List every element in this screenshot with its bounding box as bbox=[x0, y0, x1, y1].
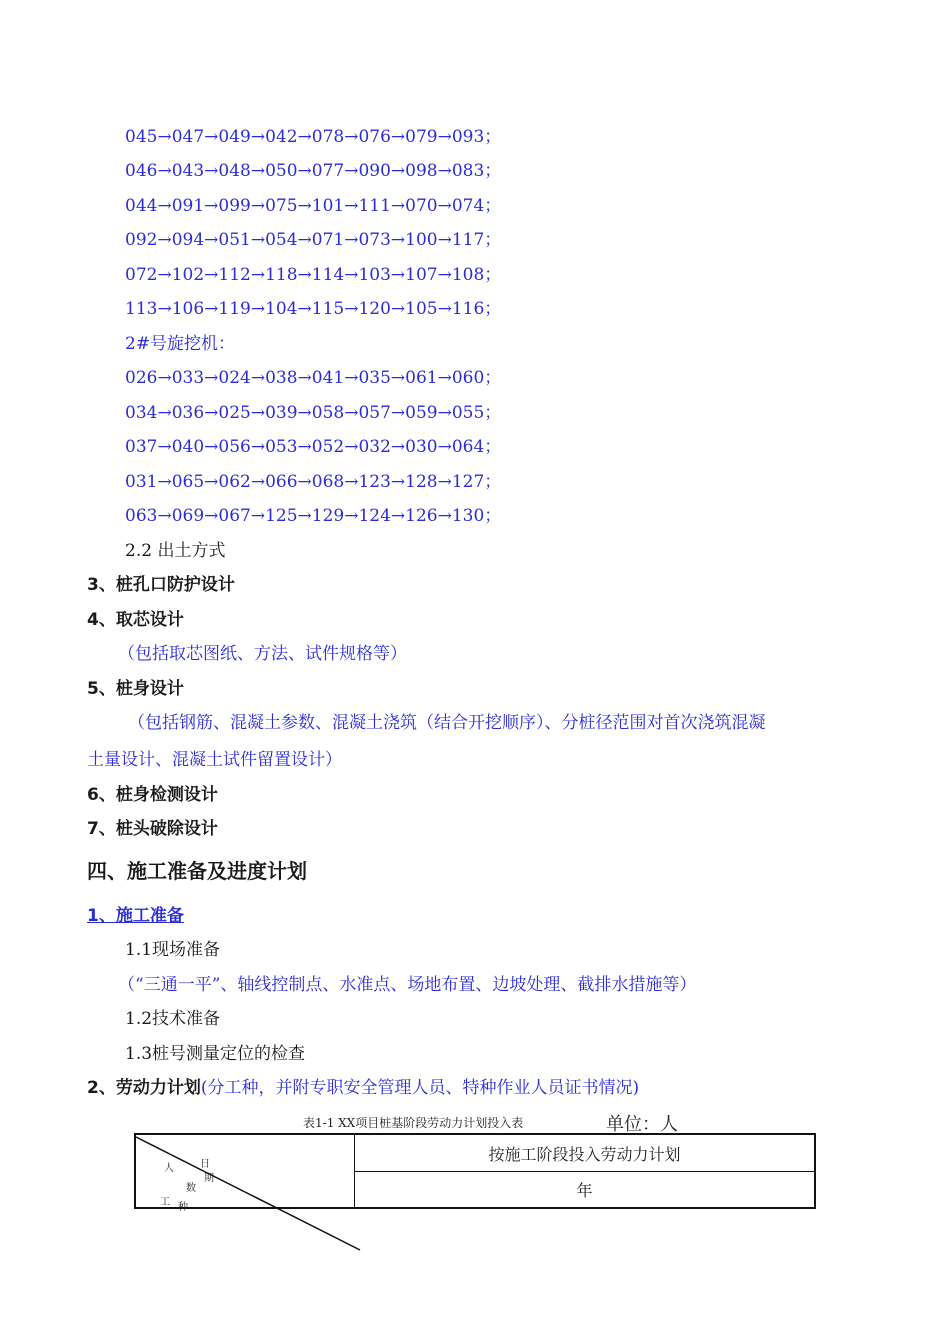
labor-plan-note: (分工种，并附专职安全管理人员、特种作业人员证书情况) bbox=[200, 1078, 640, 1098]
sequence-line: 034→036→025→039→058→057→059→055； bbox=[125, 403, 502, 423]
table-caption: 表1-1 XX项目桩基阶段劳动力计划投入表 bbox=[303, 1116, 524, 1130]
heading-section-3: 3、桩孔口防护设计 bbox=[87, 575, 235, 595]
section-4-note: （包括取芯图纸、方法、试件规格等） bbox=[118, 644, 407, 664]
section-5-note-cont: 土量设计、混凝土试件留置设计） bbox=[87, 750, 342, 770]
section-5-note: （包括钢筋、混凝土参数、混凝土浇筑（结合开挖顺序）、分桩径范围对首次浇筑混凝 bbox=[128, 713, 766, 733]
heading-section-7: 7、桩头破除设计 bbox=[87, 819, 218, 839]
item-1-2: 1.2技术准备 bbox=[125, 1009, 221, 1029]
table-unit: 单位：人 bbox=[606, 1114, 678, 1135]
sequence-line: 046→043→048→050→077→090→098→083； bbox=[125, 161, 502, 181]
corner-label: 种 bbox=[178, 1202, 188, 1213]
chapter-heading: 四、施工准备及进度计划 bbox=[87, 859, 307, 883]
corner-label: 期 bbox=[204, 1173, 214, 1184]
table-header-year: 年 bbox=[576, 1181, 593, 1200]
heading-section-4: 4、取芯设计 bbox=[87, 610, 184, 630]
corner-label: 工 bbox=[160, 1197, 170, 1208]
item-1-1: 1.1现场准备 bbox=[125, 940, 221, 960]
item-1-1-note: （“三通一平”、轴线控制点、水准点、场地布置、边坡处理、截排水措施等） bbox=[118, 975, 697, 995]
section-2-2: 2.2 出土方式 bbox=[125, 541, 226, 561]
sequence-line: 072→102→112→118→114→103→107→108； bbox=[125, 265, 502, 285]
labor-plan-title: 2、劳动力计划 bbox=[87, 1078, 201, 1098]
corner-label: 数 bbox=[186, 1183, 196, 1194]
sequence-line: 026→033→024→038→041→035→061→060； bbox=[125, 368, 502, 388]
corner-label: 人 bbox=[164, 1163, 174, 1174]
diagonal-line bbox=[136, 1137, 360, 1250]
sequence-line: 113→106→119→104→115→120→105→116； bbox=[125, 299, 502, 319]
subheading-construction-prep: 1、施工准备 bbox=[87, 906, 184, 926]
heading-section-6: 6、桩身检测设计 bbox=[87, 785, 218, 805]
sequence-line: 045→047→049→042→078→076→079→093； bbox=[125, 127, 502, 147]
item-1-3: 1.3桩号测量定位的检查 bbox=[125, 1044, 306, 1064]
sequence-line: 031→065→062→066→068→123→128→127； bbox=[125, 472, 502, 492]
heading-section-5: 5、桩身设计 bbox=[87, 679, 184, 699]
rig-2-label: 2#号旋挖机： bbox=[125, 334, 236, 354]
table-header-top: 按施工阶段投入劳动力计划 bbox=[488, 1144, 681, 1164]
sequence-line: 063→069→067→125→129→124→126→130； bbox=[125, 506, 502, 526]
sequence-line: 037→040→056→053→052→032→030→064； bbox=[125, 437, 502, 457]
sequence-line: 044→091→099→075→101→111→070→074； bbox=[125, 196, 502, 216]
corner-label: 日 bbox=[200, 1159, 210, 1170]
sequence-line: 092→094→051→054→071→073→100→117； bbox=[125, 230, 502, 250]
